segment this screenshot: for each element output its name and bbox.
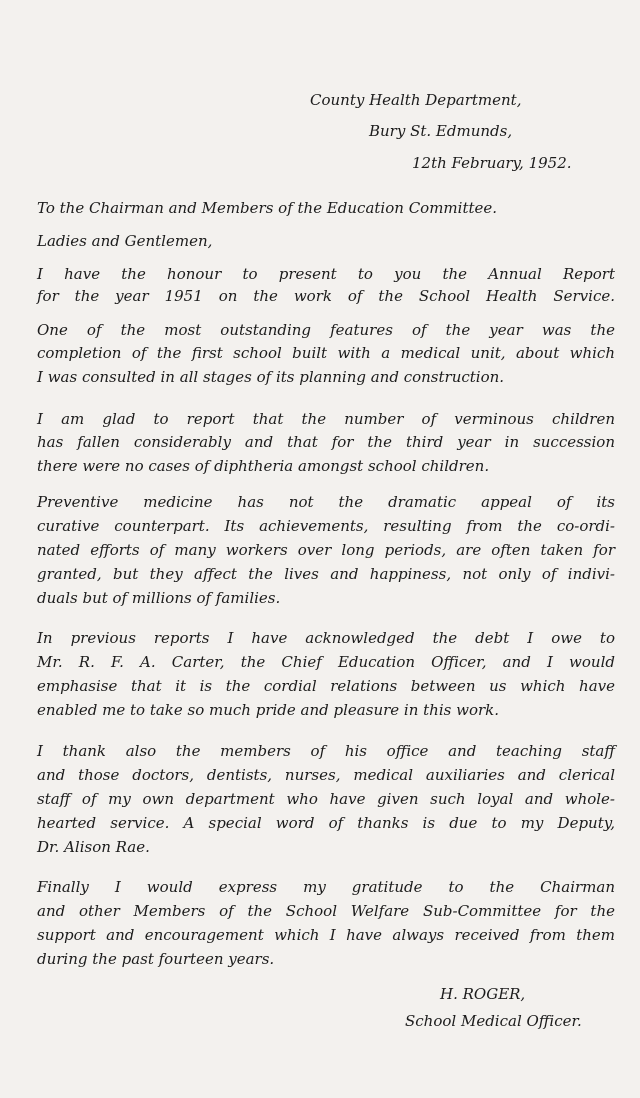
addressee-line: To the Chairman and Members of the Education Committee. bbox=[37, 199, 498, 217]
address-line-town: Bury St. Edmunds, bbox=[369, 122, 513, 140]
paragraph-line: staff of my own department who have given such loyal and whole- bbox=[37, 790, 615, 808]
greeting-line: Ladies and Gentlemen, bbox=[37, 232, 213, 250]
paragraph-line: I have the honour to present to you the Annual Report bbox=[37, 265, 615, 283]
paragraph-line: I am glad to report that the number of verminous children bbox=[37, 410, 615, 428]
paragraph-line: duals but of millions of families. bbox=[37, 589, 281, 607]
address-line-department: County Health Department, bbox=[310, 91, 522, 109]
paragraph-line: enabled me to take so much pride and pleasure in this work. bbox=[37, 701, 499, 719]
paragraph-line: has fallen considerably and that for the third year in succession bbox=[37, 433, 615, 451]
paragraph-line: granted, but they affect the lives and happiness, not only of indivi- bbox=[37, 565, 615, 583]
paragraph-line: there were no cases of diphtheria amongst school children. bbox=[37, 457, 490, 475]
paragraph-line: and other Members of the School Welfare Sub-Committee for the bbox=[37, 902, 615, 920]
paragraph-line: nated efforts of many workers over long periods, are often taken for bbox=[37, 541, 615, 559]
paragraph-line: I thank also the members of his office and teaching staff bbox=[37, 742, 615, 760]
paragraph-line: and those doctors, dentists, nurses, medical auxiliaries and clerical bbox=[37, 766, 615, 784]
signature-name: H. ROGER, bbox=[440, 985, 526, 1003]
paragraph-line: Preventive medicine has not the dramatic appeal of its bbox=[37, 493, 615, 511]
signature-title: School Medical Officer. bbox=[405, 1012, 582, 1030]
paragraph-line: One of the most outstanding features of the year was the bbox=[37, 321, 615, 339]
paragraph-line: for the year 1951 on the work of the School Health Service. bbox=[37, 287, 615, 305]
paragraph-line: completion of the first school built with a medical unit, about which bbox=[37, 344, 615, 362]
paragraph-line: Finally I would express my gratitude to the Chairman bbox=[37, 878, 615, 896]
paragraph-line: curative counterpart. Its achievements, resulting from the co-ordi- bbox=[37, 517, 615, 535]
paragraph-line: emphasise that it is the cordial relations between us which have bbox=[37, 677, 615, 695]
paragraph-line: hearted service. A special word of thanks is due to my Deputy, bbox=[37, 814, 615, 832]
paragraph-line: Mr. R. F. A. Carter, the Chief Education Officer, and I would bbox=[37, 653, 615, 671]
paragraph-line: I was consulted in all stages of its planning and construction. bbox=[37, 368, 505, 386]
paragraph-line: In previous reports I have acknowledged the debt I owe to bbox=[37, 629, 615, 647]
paragraph-line: support and encouragement which I have always received from them bbox=[37, 926, 615, 944]
paragraph-line: during the past fourteen years. bbox=[37, 950, 275, 968]
paragraph-line: Dr. Alison Rae. bbox=[37, 838, 150, 856]
letter-date: 12th February, 1952. bbox=[412, 154, 572, 172]
